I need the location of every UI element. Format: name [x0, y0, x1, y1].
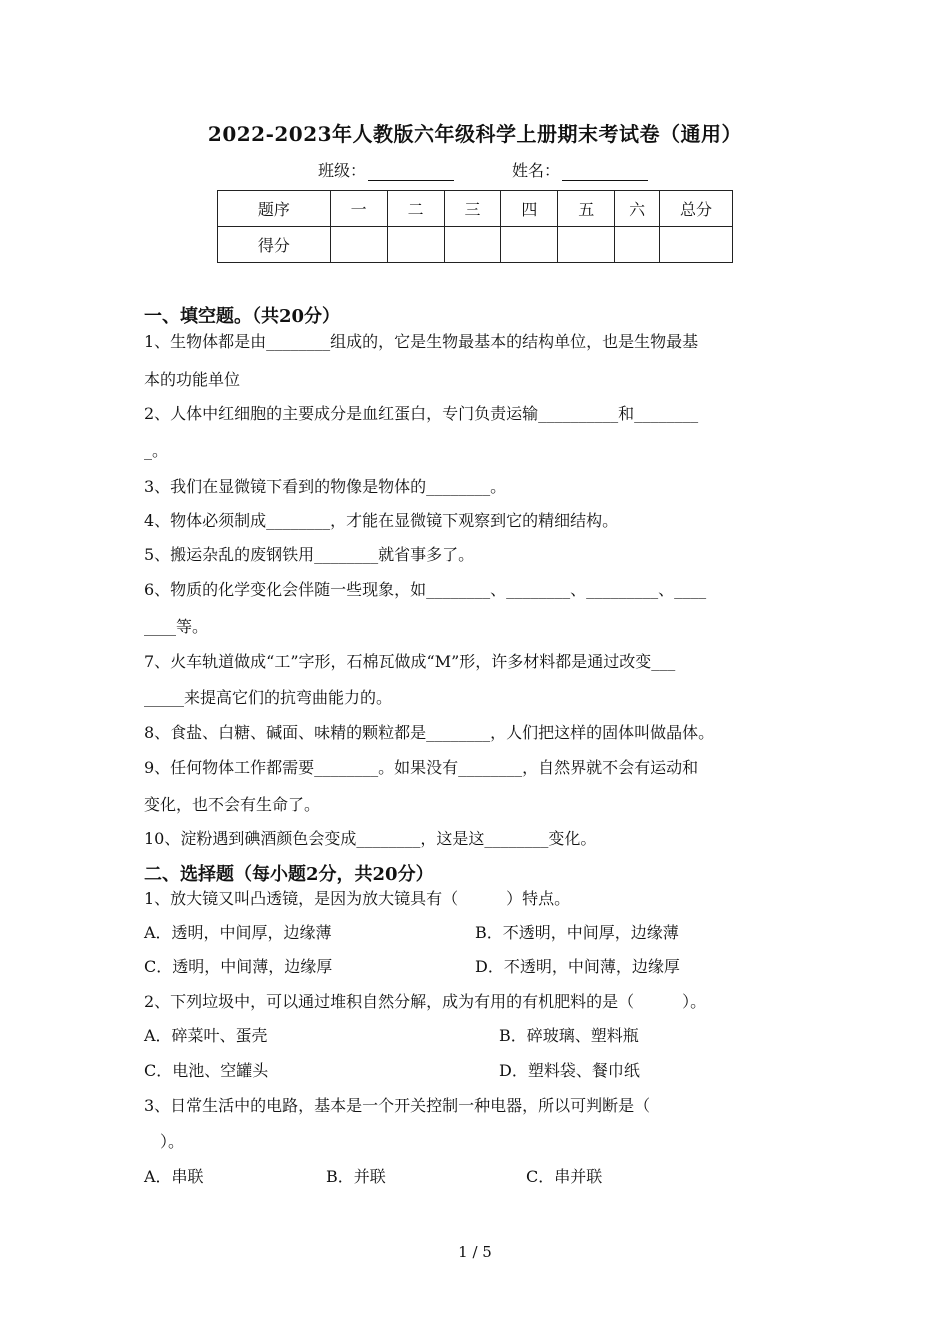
score-row-label: 得分	[218, 227, 331, 263]
s1-line: ____等。	[144, 617, 209, 636]
s1-line: 10、淀粉遇到碘酒颜色会变成________，这是这________变化。	[144, 829, 597, 848]
section1-heading: 一、填空题。（共20分）	[144, 306, 341, 327]
s2-question-2: 2、下列垃圾中，可以通过堆积自然分解，成为有用的有机肥料的是（ ）。	[144, 992, 707, 1011]
header-cell-1: 一	[330, 191, 387, 227]
s2-question-1: 1、放大镜又叫凸透镜，是因为放大镜具有（ ）特点。	[144, 889, 571, 908]
header-cell-total: 总分	[660, 191, 733, 227]
s1-line: 3、我们在显微镜下看到的物像是物体的________。	[144, 477, 507, 496]
score-cell-3[interactable]	[444, 227, 501, 263]
score-table-score-row	[218, 227, 733, 263]
score-table	[217, 190, 733, 263]
s1-line: 7、火车轨道做成“工”字形，石棉瓦做成“M”形，许多材料都是通过改变___	[144, 652, 676, 671]
header-cell-5: 五	[558, 191, 615, 227]
s2-question-3-line1: 3、日常生活中的电路，基本是一个开关控制一种电器，所以可判断是（	[144, 1096, 651, 1115]
header-cell-order: 题序	[218, 191, 331, 227]
student-info	[318, 158, 648, 181]
s1-line: 5、搬运杂乱的废钢铁用________就省事多了。	[144, 545, 475, 564]
q2-option-c[interactable]: C．电池、空罐头	[144, 1061, 269, 1080]
q3-option-a[interactable]: A．串联	[144, 1167, 204, 1186]
q1-option-a[interactable]: A．透明，中间厚，边缘薄	[144, 923, 332, 942]
score-table-header-row	[218, 191, 733, 227]
score-cell-5[interactable]	[558, 227, 615, 263]
page-number: 1 / 5	[458, 1243, 492, 1261]
name-field	[512, 158, 648, 181]
s1-line: 变化，也不会有生命了。	[144, 795, 321, 814]
q3-option-b[interactable]: B．并联	[326, 1167, 386, 1186]
exam-title: 2022-2023年人教版六年级科学上册期末考试卷（通用）	[207, 122, 743, 146]
score-cell-2[interactable]	[387, 227, 444, 263]
q3-option-c[interactable]: C．串并联	[526, 1167, 603, 1186]
header-cell-2: 二	[387, 191, 444, 227]
section2-heading: 二、选择题（每小题2分，共20分）	[144, 864, 434, 885]
s1-line: 9、任何物体工作都需要________。如果没有________，自然界就不会有运动和	[144, 758, 699, 777]
q1-option-b[interactable]: B．不透明，中间厚，边缘薄	[475, 923, 679, 942]
name-blank[interactable]	[562, 164, 648, 181]
name-label: 姓名：	[512, 161, 561, 180]
q2-option-b[interactable]: B．碎玻璃、塑料瓶	[499, 1026, 639, 1045]
s1-line: 本的功能单位	[144, 370, 241, 389]
s1-line: _____来提高它们的抗弯曲能力的。	[144, 688, 393, 707]
score-cell-1[interactable]	[330, 227, 387, 263]
score-cell-6[interactable]	[615, 227, 660, 263]
s1-line: 8、食盐、白糖、碱面、味精的颗粒都是________，人们把这样的固体叫做晶体。	[144, 723, 715, 742]
class-label: 班级：	[318, 161, 367, 180]
s1-line: 4、物体必须制成________，才能在显微镜下观察到它的精细结构。	[144, 511, 619, 530]
q1-option-d[interactable]: D．不透明，中间薄，边缘厚	[475, 957, 680, 976]
q2-option-d[interactable]: D．塑料袋、餐巾纸	[499, 1061, 640, 1080]
class-blank[interactable]	[368, 164, 454, 181]
header-cell-6: 六	[615, 191, 660, 227]
s1-line: 2、人体中红细胞的主要成分是血红蛋白，专门负责运输__________和________	[144, 404, 699, 423]
s1-line: 6、物质的化学变化会伴随一些现象，如________、________、_________、____	[144, 580, 707, 599]
q1-option-c[interactable]: C．透明，中间薄，边缘厚	[144, 957, 333, 976]
header-cell-4: 四	[501, 191, 558, 227]
s1-line: _。	[144, 441, 169, 460]
score-cell-4[interactable]	[501, 227, 558, 263]
header-cell-3: 三	[444, 191, 501, 227]
s2-question-3-line2: ）。	[144, 1132, 185, 1151]
s1-line: 1、生物体都是由________组成的，它是生物最基本的结构单位，也是生物最基	[144, 332, 699, 351]
score-cell-total[interactable]	[660, 227, 733, 263]
class-field	[318, 158, 454, 181]
q2-option-a[interactable]: A．碎菜叶、蛋壳	[144, 1026, 268, 1045]
